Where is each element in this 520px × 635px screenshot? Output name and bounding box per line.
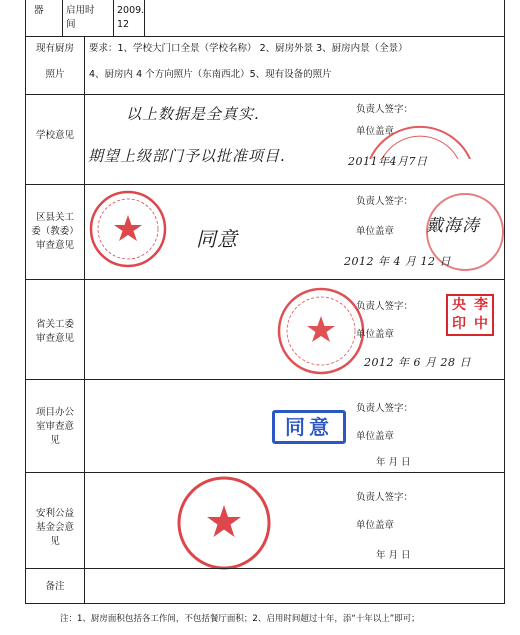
district-handwritten-date: 2012 年 4 月 12 日	[344, 255, 451, 268]
province-label-1: 省关工委	[35, 319, 74, 330]
footer-note: 注：1、厨房面积包括各工作间，不包括餐厅面积；2、启用时间超过十年，添“十年以上”即可；	[60, 614, 420, 624]
fund-date-label: 年 月 日	[376, 550, 411, 561]
school-handwritten-date: 2011年4月7日	[348, 155, 428, 168]
project-label-1: 项目办公	[35, 407, 74, 418]
province-square-seal	[446, 294, 494, 336]
approval-form	[25, 0, 505, 604]
photo-requirements-line-2: 4、厨房内 4 个方向照片（东南西北）5、现有设备的照片	[89, 69, 332, 80]
project-label-3: 见	[50, 435, 60, 446]
school-handwritten-opinion-2: 期望上级部门予以批准项目.	[88, 147, 286, 165]
school-signer-label: 负责人签字：	[356, 104, 414, 115]
school-seal-label: 单位盖章	[356, 126, 395, 137]
fund-seal-label: 单位盖章	[356, 520, 395, 531]
district-signer-label: 负责人签字：	[356, 196, 414, 207]
square-seal-char: 中	[474, 316, 488, 332]
project-signer-label: 负责人签字：	[356, 403, 414, 414]
province-seal-label: 单位盖章	[356, 329, 395, 340]
header-cell-a: 器	[34, 5, 44, 16]
school-handwritten-opinion-1: 以上数据是全真实.	[126, 105, 260, 123]
start-time-value-1: 2009.	[117, 5, 145, 16]
header-row	[26, 0, 504, 36]
province-label-2: 审查意见	[35, 333, 74, 344]
project-date-label: 年 月 日	[376, 457, 411, 468]
photos-row	[26, 36, 504, 94]
square-seal-char: 李	[474, 297, 488, 313]
school-seal-stamp	[360, 89, 480, 159]
start-time-label-2: 间	[66, 19, 76, 30]
district-handwritten-opinion: 同意	[196, 227, 238, 251]
district-opinion-row	[26, 184, 504, 279]
province-opinion-row	[26, 279, 504, 379]
square-seal-char: 印	[452, 316, 466, 332]
district-round-seal	[88, 189, 168, 269]
fund-opinion-row	[26, 472, 504, 568]
district-seal-label: 单位盖章	[356, 226, 395, 237]
school-opinion-label: 学校意见	[35, 130, 74, 141]
photos-label-2: 照片	[45, 69, 65, 80]
remark-label: 备注	[45, 581, 65, 592]
remark-row	[26, 568, 504, 604]
fund-round-seal	[176, 475, 272, 571]
square-seal-char: 央	[452, 297, 466, 313]
school-opinion-row	[26, 94, 504, 184]
photos-label-1: 现有厨房	[35, 43, 74, 54]
project-office-row	[26, 379, 504, 472]
fund-signer-label: 负责人签字：	[356, 492, 414, 503]
approved-stamp-text: 同意	[285, 415, 333, 439]
fund-label-3: 见	[50, 536, 60, 547]
fund-label-2: 基金会意	[35, 522, 74, 533]
start-time-value-2: 12	[117, 19, 130, 30]
district-label-1: 区县关工	[35, 212, 74, 223]
district-label-2: 委（教委）	[31, 226, 79, 237]
fund-label-1: 安利公益	[35, 508, 74, 519]
start-time-label-1: 启用时	[66, 5, 95, 16]
project-label-2: 室审查意	[35, 421, 74, 432]
province-round-seal	[276, 286, 366, 376]
province-signer-label: 负责人签字：	[356, 301, 414, 312]
photo-requirements-line-1: 要求：1、学校大门口全景（学校名称） 2、厨房外景 3、厨房内景（全景）	[89, 43, 408, 54]
project-seal-label: 单位盖章	[356, 431, 395, 442]
district-handwritten-signer: 戴海涛	[426, 216, 480, 236]
province-handwritten-date: 2012 年 6 月 28 日	[364, 356, 471, 369]
district-label-3: 审查意见	[35, 240, 74, 251]
approved-blue-stamp	[272, 410, 346, 444]
